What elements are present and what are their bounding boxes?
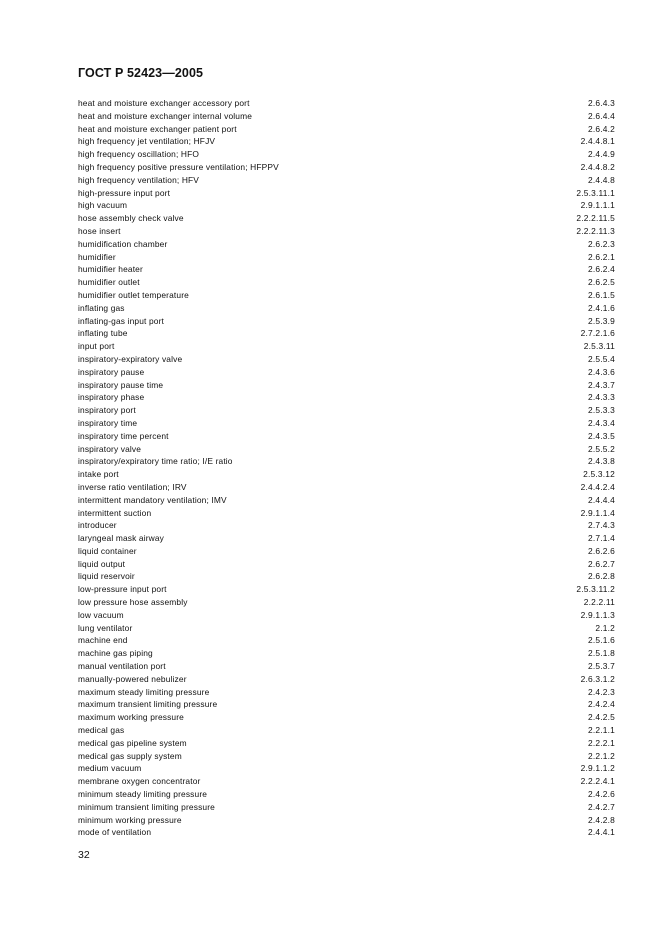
index-term: high frequency positive pressure ventilation; HFPPV	[78, 161, 279, 172]
index-entry	[78, 583, 615, 596]
index-term: manual ventilation port	[78, 661, 166, 672]
index-entry	[78, 775, 615, 788]
index-reference: 2.6.2.7	[587, 558, 615, 569]
index-term: hose assembly check valve	[78, 213, 184, 224]
index-entry	[78, 430, 615, 443]
index-reference: 2.6.2.8	[587, 571, 615, 582]
index-entry	[78, 570, 615, 583]
index-term: lung ventilator	[78, 622, 133, 633]
index-reference: 2.7.4.3	[587, 520, 615, 531]
index-term: medical gas pipeline system	[78, 737, 187, 748]
index-entry	[78, 327, 615, 340]
index-term: heat and moisture exchanger accessory port	[78, 98, 250, 108]
index-term: high frequency ventilation; HFV	[78, 174, 200, 185]
index-entry	[78, 225, 615, 238]
index-term: medical gas	[78, 725, 125, 736]
index-reference: 2.5.3.7	[587, 661, 615, 672]
index-term: inspiratory valve	[78, 443, 142, 454]
index-entry	[78, 199, 615, 212]
index-entry	[78, 788, 615, 801]
index-reference: 2.6.1.5	[587, 289, 615, 300]
index-reference: 2.4.3.8	[587, 456, 615, 467]
index-reference: 2.5.3.11.2	[576, 584, 615, 595]
index-term: machine end	[78, 635, 128, 646]
index-entry	[78, 417, 615, 430]
index-reference: 2.2.2.11.5	[576, 213, 615, 224]
index-term: heat and moisture exchanger patient port	[78, 123, 237, 134]
index-entry	[78, 443, 615, 456]
index-term: medical gas supply system	[78, 750, 182, 761]
index-entry	[78, 135, 615, 148]
index-entry	[78, 187, 615, 200]
index-entry	[78, 455, 615, 468]
index-entry	[78, 622, 615, 635]
index-term: laryngeal mask airway	[78, 533, 165, 544]
index-entry	[78, 366, 615, 379]
index-entry	[78, 507, 615, 520]
index-list	[78, 97, 615, 839]
index-entry	[78, 762, 615, 775]
index-entry	[78, 391, 615, 404]
index-reference: 2.6.2.3	[587, 238, 615, 249]
index-term: mode of ventilation	[78, 827, 152, 838]
index-entry	[78, 251, 615, 264]
index-entry	[78, 609, 615, 622]
index-entry	[78, 238, 615, 251]
index-term: liquid output	[78, 558, 126, 569]
index-entry	[78, 724, 615, 737]
index-term: inspiratory time	[78, 417, 138, 428]
index-reference: 2.7.1.4	[587, 533, 615, 544]
index-term: low-pressure input port	[78, 584, 167, 595]
index-term: inspiratory phase	[78, 392, 145, 403]
index-reference: 2.4.4.2.4	[580, 481, 615, 492]
index-entry	[78, 481, 615, 494]
index-term: high-pressure input port	[78, 187, 171, 198]
index-entry	[78, 315, 615, 328]
index-reference: 2.7.2.1.6	[580, 328, 615, 339]
index-entry	[78, 123, 615, 136]
index-term: heat and moisture exchanger internal volume	[78, 110, 253, 121]
index-term: inverse ratio ventilation; IRV	[78, 481, 187, 492]
index-entry	[78, 673, 615, 686]
index-reference: 2.6.2.4	[587, 264, 615, 275]
page-header: ГОСТ Р 52423—2005	[78, 66, 204, 80]
index-term: low pressure hose assembly	[78, 597, 188, 608]
index-reference: 2.5.3.9	[587, 315, 615, 326]
index-term: membrane oxygen concentrator	[78, 776, 201, 787]
index-entry	[78, 494, 615, 507]
index-term: inspiratory time percent	[78, 430, 169, 441]
index-reference: 2.9.1.1.4	[580, 507, 615, 518]
index-reference: 2.4.3.3	[587, 392, 615, 403]
index-reference: 2.4.4.8	[587, 174, 615, 185]
index-entry	[78, 148, 615, 161]
index-term: humidifier outlet temperature	[78, 289, 189, 300]
index-reference: 2.6.2.6	[587, 545, 615, 556]
index-reference: 2.9.1.1.2	[580, 763, 615, 774]
index-reference: 2.4.3.5	[587, 430, 615, 441]
index-entry	[78, 212, 615, 225]
index-term: inspiratory port	[78, 405, 136, 416]
index-entry	[78, 404, 615, 417]
index-reference: 2.4.3.4	[587, 417, 615, 428]
index-term: high frequency oscillation; HFO	[78, 149, 200, 160]
index-term: minimum transient limiting pressure	[78, 801, 215, 812]
index-reference: 2.4.4.4	[587, 494, 615, 505]
index-reference: 2.2.2.4.1	[580, 776, 615, 787]
index-entry	[78, 97, 615, 110]
index-entry	[78, 596, 615, 609]
index-term: maximum steady limiting pressure	[78, 686, 210, 697]
index-reference: 2.5.3.11	[583, 341, 615, 352]
index-term: inflating gas	[78, 302, 125, 313]
index-reference: 2.4.2.5	[587, 712, 615, 723]
page-number: 32	[78, 849, 90, 861]
index-term: minimum steady limiting pressure	[78, 789, 208, 800]
index-entry	[78, 634, 615, 647]
index-reference: 2.4.4.8.1	[580, 136, 615, 147]
index-term: introducer	[78, 520, 117, 531]
index-entry	[78, 532, 615, 545]
index-reference: 2.4.1.6	[587, 302, 615, 313]
index-entry	[78, 545, 615, 558]
index-entry	[78, 161, 615, 174]
index-reference: 2.6.4.3	[587, 98, 615, 108]
index-entry	[78, 302, 615, 315]
index-entry	[78, 558, 615, 571]
index-term: manually-powered nebulizer	[78, 673, 187, 684]
index-term: inspiratory pause time	[78, 379, 164, 390]
index-term: maximum transient limiting pressure	[78, 699, 218, 710]
index-term: intermittent suction	[78, 507, 152, 518]
index-term: low vacuum	[78, 609, 124, 620]
index-term: humidification chamber	[78, 238, 168, 249]
index-reference: 2.6.2.1	[587, 251, 615, 262]
index-term: inflating tube	[78, 328, 128, 339]
index-term: inspiratory pause	[78, 366, 145, 377]
index-entry	[78, 750, 615, 763]
index-entry	[78, 468, 615, 481]
index-reference: 2.1.2	[595, 622, 615, 633]
index-term: liquid container	[78, 545, 137, 556]
index-entry	[78, 174, 615, 187]
index-entry	[78, 340, 615, 353]
index-reference: 2.2.2.1	[587, 737, 615, 748]
index-reference: 2.5.1.6	[587, 635, 615, 646]
index-entry	[78, 647, 615, 660]
index-entry	[78, 737, 615, 750]
index-entry	[78, 801, 615, 814]
index-term: humidifier	[78, 251, 116, 262]
index-entry	[78, 379, 615, 392]
index-entry	[78, 263, 615, 276]
index-term: liquid reservoir	[78, 571, 135, 582]
index-reference: 2.4.3.6	[587, 366, 615, 377]
index-term: humidifier outlet	[78, 277, 140, 288]
index-reference: 2.5.3.12	[583, 469, 615, 480]
index-reference: 2.5.3.11.1	[576, 187, 615, 198]
index-reference: 2.2.2.11.3	[576, 225, 615, 236]
index-entry	[78, 519, 615, 532]
index-entry	[78, 289, 615, 302]
index-term: humidifier heater	[78, 264, 143, 275]
index-term: intake port	[78, 469, 119, 480]
index-reference: 2.5.5.2	[587, 443, 615, 454]
index-entry	[78, 814, 615, 827]
index-reference: 2.2.1.2	[587, 750, 615, 761]
index-entry	[78, 660, 615, 673]
index-term: machine gas piping	[78, 648, 153, 659]
index-term: inspiratory-expiratory valve	[78, 353, 183, 364]
index-entry	[78, 353, 615, 366]
index-reference: 2.2.2.11	[583, 597, 615, 608]
index-term: high frequency jet ventilation; HFJV	[78, 136, 216, 147]
index-entry	[78, 826, 615, 839]
index-reference: 2.4.4.9	[587, 149, 615, 160]
index-term: medium vacuum	[78, 763, 142, 774]
index-term: hose insert	[78, 225, 121, 236]
index-term: minimum working pressure	[78, 814, 182, 825]
index-reference: 2.5.3.3	[587, 405, 615, 416]
index-reference: 2.4.2.4	[587, 699, 615, 710]
index-reference: 2.5.5.4	[587, 353, 615, 364]
index-term: intermittent mandatory ventilation; IMV	[78, 494, 227, 505]
index-reference: 2.6.4.4	[587, 110, 615, 121]
index-entry	[78, 110, 615, 123]
index-reference: 2.9.1.1.1	[580, 200, 615, 211]
index-reference: 2.6.4.2	[587, 123, 615, 134]
index-term: inspiratory/expiratory time ratio; I/E ratio	[78, 456, 233, 467]
index-reference: 2.9.1.1.3	[580, 609, 615, 620]
index-reference: 2.5.1.8	[587, 648, 615, 659]
index-reference: 2.4.2.7	[587, 801, 615, 812]
index-reference: 2.2.1.1	[587, 725, 615, 736]
index-entry	[78, 698, 615, 711]
index-term: inflating-gas input port	[78, 315, 165, 326]
index-entry	[78, 276, 615, 289]
index-term: input port	[78, 341, 115, 352]
index-reference: 2.4.2.8	[587, 814, 615, 825]
index-reference: 2.4.4.1	[587, 827, 615, 838]
index-reference: 2.4.3.7	[587, 379, 615, 390]
index-entry	[78, 686, 615, 699]
index-term: high vacuum	[78, 200, 128, 211]
index-reference: 2.6.2.5	[587, 277, 615, 288]
index-term: maximum working pressure	[78, 712, 184, 723]
index-reference: 2.4.4.8.2	[580, 161, 615, 172]
index-reference: 2.4.2.6	[587, 789, 615, 800]
index-reference: 2.4.2.3	[587, 686, 615, 697]
index-entry	[78, 711, 615, 724]
index-reference: 2.6.3.1.2	[580, 673, 615, 684]
